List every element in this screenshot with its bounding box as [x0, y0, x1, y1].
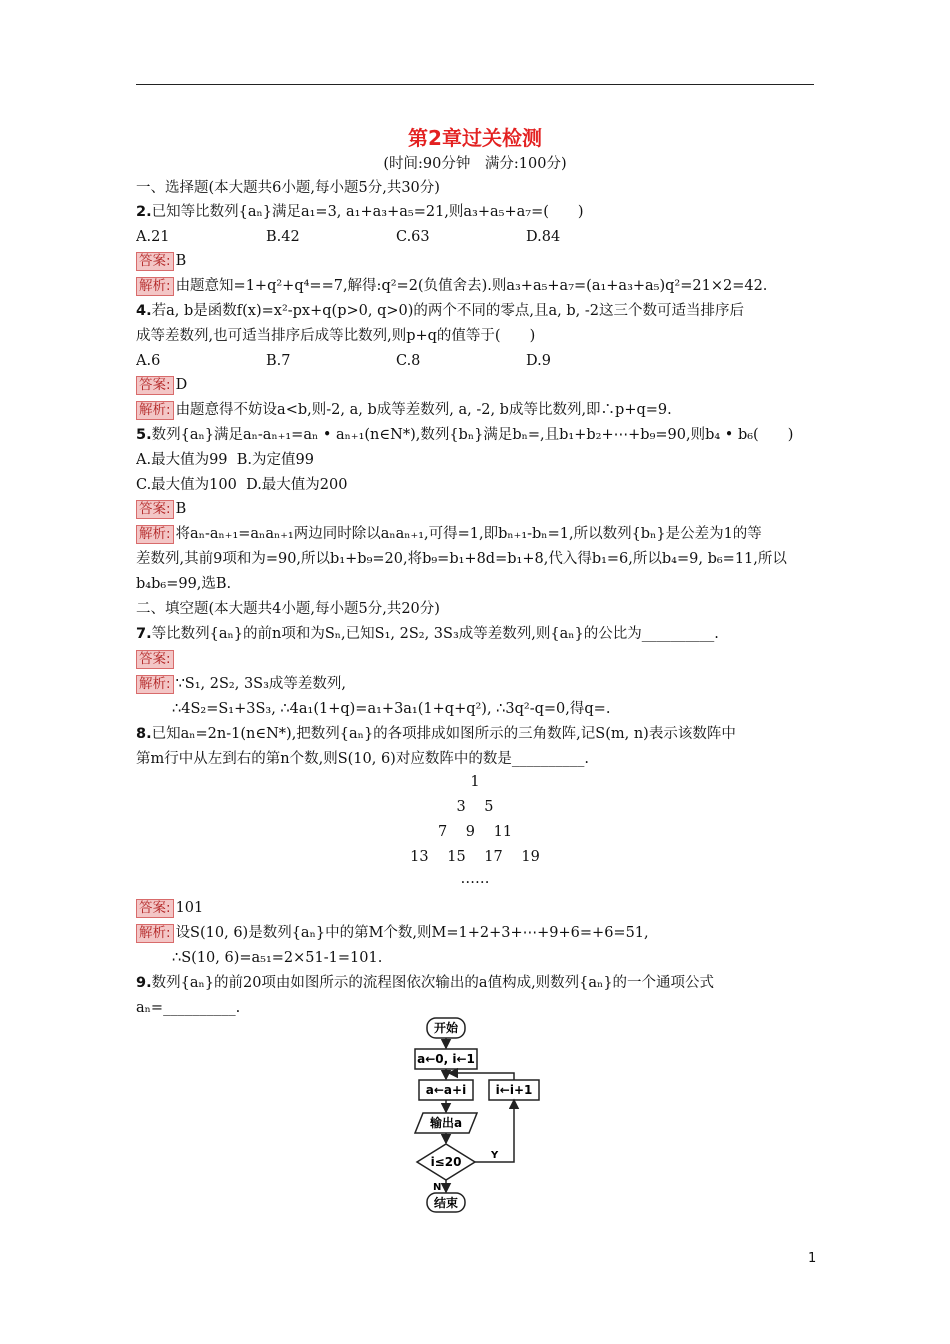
analysis-row — [136, 276, 814, 296]
triangle-row-2: 3 5 — [456, 799, 494, 815]
triangle-ellipsis: …… — [460, 871, 490, 887]
question-text: 等比数列{aₙ}的前n项和为Sₙ,已知S₁, 2S₂, 3S₃成等差数列,则{aₙ}的公比为__________. — [151, 626, 719, 642]
answer-value: B — [175, 253, 187, 269]
analysis-row — [136, 400, 814, 420]
question-number: 9. — [136, 975, 152, 991]
question-text: 已知aₙ=2n-1(n∈N*),把数列{aₙ}的各项排成如图所示的三角数阵,记S(m, n)表示该数阵中 — [151, 726, 736, 742]
option-d: D.84 — [526, 229, 561, 245]
answer-value: D — [175, 377, 188, 393]
flowchart — [405, 1016, 555, 1216]
option-a: A.21 — [136, 229, 170, 245]
section-heading-choice: 一、选择题(本大题共6小题,每小题5分,共30分) — [136, 180, 440, 196]
answer-row — [136, 649, 814, 669]
answer-row — [136, 499, 814, 519]
option-a: A.6 — [136, 353, 161, 369]
question-2-options — [136, 227, 814, 247]
question-text-continued: 成等差数列,也可适当排序后成等比数列,则p+q的值等于( ) — [136, 328, 536, 344]
flow-end-label: 结束 — [433, 1196, 459, 1210]
question-4-options — [136, 351, 814, 371]
page-subtitle: (时间:90分钟 满分:100分) — [383, 156, 567, 172]
answer-row — [136, 375, 814, 395]
question-7 — [136, 624, 814, 644]
flow-output-label: 输出a — [429, 1116, 463, 1130]
answer-row — [136, 251, 814, 271]
triangle-row-3: 7 9 11 — [437, 824, 513, 840]
page-number: 1 — [808, 1251, 817, 1266]
question-5-options-row2 — [136, 475, 814, 495]
question-5 — [136, 425, 814, 445]
flow-update-a-label: a←a+i — [425, 1083, 467, 1097]
triangle-row-4: 13 15 17 19 — [410, 849, 540, 865]
header-rule — [136, 84, 814, 85]
question-8 — [136, 724, 814, 744]
answer-tag: 答案: — [136, 252, 174, 271]
flow-yes-label: Y — [491, 1150, 499, 1161]
option-a: A.最大值为99 — [136, 452, 228, 468]
question-text: 数列{aₙ}的前20项由如图所示的流程图依次输出的a值构成,则数列{aₙ}的一个通项公式 — [151, 975, 715, 991]
question-text-continued: aₙ=__________. — [136, 1000, 241, 1016]
answer-value: B — [175, 501, 187, 517]
flow-start-label: 开始 — [433, 1021, 459, 1035]
option-d: D.最大值为200 — [246, 477, 348, 493]
analysis-text-continued: ∴S(10, 6)=a₅₁=2×51-1=101. — [172, 950, 383, 966]
answer-value: 101 — [175, 900, 204, 916]
analysis-text-continued: ∴4S₂=S₁+3S₃, ∴4a₁(1+q)=a₁+3a₁(1+q+q²), ∴3q²-q=0,得q=. — [172, 701, 611, 717]
answer-tag: 答案: — [136, 650, 174, 669]
question-5-options-row1 — [136, 450, 814, 470]
question-text: 若a, b是函数f(x)=x²-px+q(p>0, q>0)的两个不同的零点,且a, b, -2这三个数可适当排序后 — [151, 303, 744, 319]
flow-init-label: a←0, i←1 — [417, 1052, 475, 1066]
option-b: B.7 — [266, 353, 291, 369]
option-b: B.42 — [266, 229, 300, 245]
analysis-text-continued: b₄b₆=99,选B. — [136, 576, 232, 592]
answer-row — [136, 898, 814, 918]
question-text: 已知等比数列{aₙ}满足a₁=3, a₁+a₃+a₅=21,则a₃+a₅+a₇=( ) — [151, 204, 584, 220]
option-c: C.63 — [396, 229, 430, 245]
analysis-text: ∵S₁, 2S₂, 3S₃成等差数列, — [175, 676, 347, 692]
question-number: 7. — [136, 626, 152, 642]
analysis-tag: 解析: — [136, 401, 174, 420]
option-c: C.最大值为100 — [136, 477, 237, 493]
analysis-text: 由题意得不妨设a<b,则-2, a, b成等差数列, a, -2, b成等比数列,即∴p+q=9. — [175, 402, 672, 418]
analysis-tag: 解析: — [136, 924, 174, 943]
flow-update-i-label: i←i+1 — [495, 1083, 533, 1097]
question-text-continued: 第m行中从左到右的第n个数,则S(10, 6)对应数阵中的数是__________. — [136, 751, 589, 767]
question-number: 4. — [136, 303, 152, 319]
question-number: 2. — [136, 204, 152, 220]
analysis-text: 设S(10, 6)是数列{aₙ}中的第M个数,则M=1+2+3+⋯+9+6=+6=51, — [175, 925, 649, 941]
analysis-row — [136, 524, 814, 544]
answer-tag: 答案: — [136, 899, 174, 918]
analysis-text: 由题意知=1+q²+q⁴==7,解得:q²=2(负值舍去).则a₃+a₅+a₇=(a₁+a₃+a₅)q²=21×2=42. — [175, 278, 768, 294]
question-4 — [136, 301, 814, 321]
triangle-row-1: 1 — [470, 774, 480, 790]
analysis-text-continued: 差数列,其前9项和为=90,所以b₁+b₉=20,将b₉=b₁+8d=b₁+8,代入得b₁=6,所以b₄=9, b₆=11,所以 — [136, 551, 787, 567]
flow-condition-label: i≤20 — [430, 1155, 462, 1169]
question-number: 8. — [136, 726, 152, 742]
option-b: B.为定值99 — [236, 452, 314, 468]
question-9 — [136, 973, 814, 993]
page-title: 第2章过关检测 — [408, 126, 542, 150]
analysis-tag: 解析: — [136, 675, 174, 694]
question-number: 5. — [136, 427, 152, 443]
analysis-tag: 解析: — [136, 277, 174, 296]
section-heading-fill: 二、填空题(本大题共4小题,每小题5分,共20分) — [136, 601, 440, 617]
option-c: C.8 — [396, 353, 421, 369]
answer-tag: 答案: — [136, 500, 174, 519]
option-d: D.9 — [526, 353, 551, 369]
question-2 — [136, 202, 814, 222]
analysis-row — [136, 674, 814, 694]
question-text: 数列{aₙ}满足aₙ-aₙ₊₁=aₙ • aₙ₊₁(n∈N*),数列{bₙ}满足bₙ=,且b₁+b₂+⋯+b₉=90,则b₄ • b₆( ) — [151, 427, 794, 443]
flow-no-label: N — [433, 1182, 442, 1193]
analysis-text: 将aₙ-aₙ₊₁=aₙaₙ₊₁两边同时除以aₙaₙ₊₁,可得=1,即bₙ₊₁-bₙ=1,所以数列{bₙ}是公差为1的等 — [175, 526, 762, 542]
analysis-row — [136, 923, 814, 943]
analysis-tag: 解析: — [136, 525, 174, 544]
answer-tag: 答案: — [136, 376, 174, 395]
